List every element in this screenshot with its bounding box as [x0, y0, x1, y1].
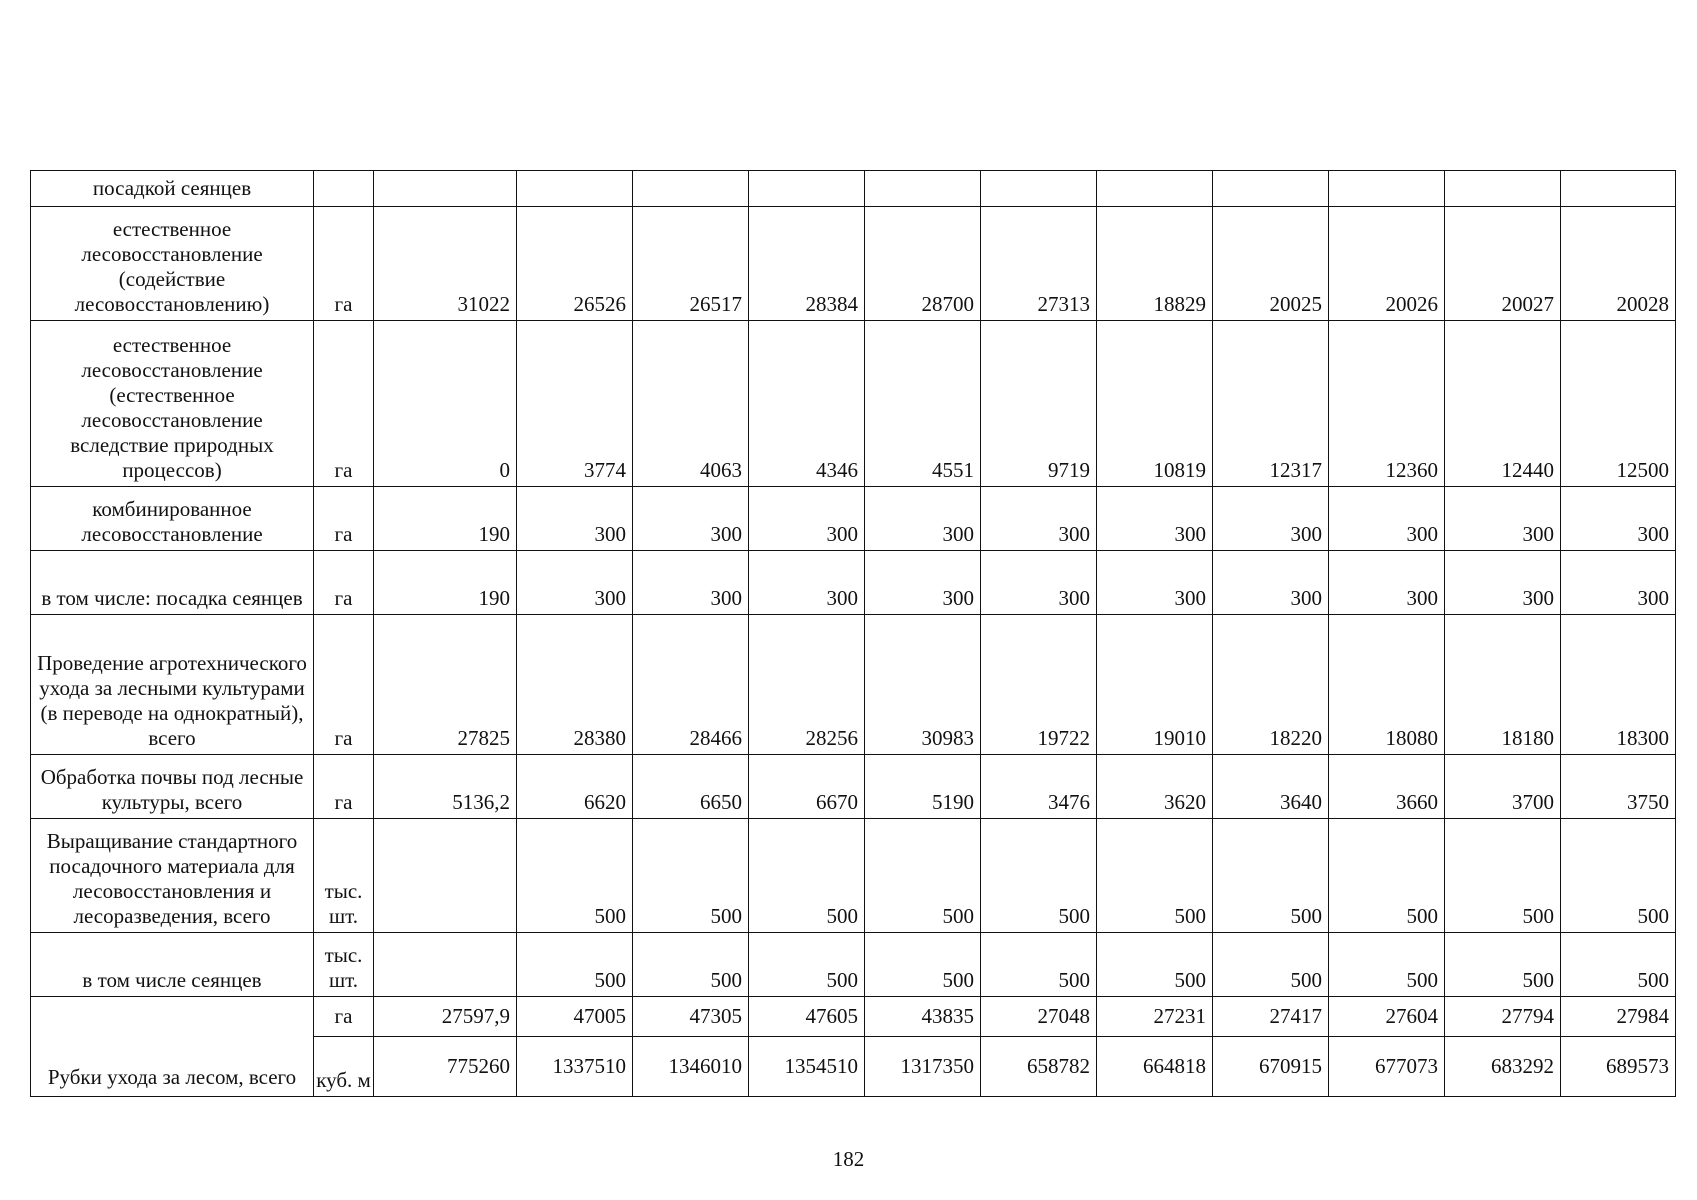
- row-unit: га: [314, 207, 374, 321]
- value-cell: 5136,2: [374, 755, 517, 819]
- value-cell: 30983: [865, 615, 981, 755]
- row-unit: тыс. шт.: [314, 819, 374, 933]
- value-cell: 300: [749, 551, 865, 615]
- value-cell: 28380: [517, 615, 633, 755]
- value-cell: 4551: [865, 321, 981, 487]
- value-cell: 26517: [633, 207, 749, 321]
- value-cell: 300: [981, 487, 1097, 551]
- row-unit: га: [314, 321, 374, 487]
- table-row: [31, 487, 1676, 551]
- value-cell: 12317: [1213, 321, 1329, 487]
- value-cell: 10819: [1097, 321, 1213, 487]
- value-cell: 300: [1561, 487, 1676, 551]
- value-cell: 20028: [1561, 207, 1676, 321]
- value-cell: 27597,9: [374, 997, 517, 1037]
- table-row: [31, 551, 1676, 615]
- row-label: естественное лесовосстановление (содействие лесовосстановлению): [31, 207, 314, 321]
- value-cell: 18180: [1445, 615, 1561, 755]
- value-cell: 300: [1097, 551, 1213, 615]
- value-cell: 775260: [374, 1037, 517, 1097]
- value-cell: 0: [374, 321, 517, 487]
- row-label: Проведение агротехнического ухода за лесными культурами (в переводе на однократный), всего: [31, 615, 314, 755]
- value-cell: 18300: [1561, 615, 1676, 755]
- value-cell: 500: [517, 933, 633, 997]
- value-cell: 31022: [374, 207, 517, 321]
- value-cell: 300: [633, 487, 749, 551]
- row-unit: га: [314, 487, 374, 551]
- row-unit: га: [314, 615, 374, 755]
- value-cell: 20025: [1213, 207, 1329, 321]
- value-cell: 19722: [981, 615, 1097, 755]
- row-unit: тыс. шт.: [314, 933, 374, 997]
- value-cell: 677073: [1329, 1037, 1445, 1097]
- value-cell: 500: [749, 819, 865, 933]
- value-cell: 670915: [1213, 1037, 1329, 1097]
- value-cell: [1213, 171, 1329, 207]
- value-cell: 27313: [981, 207, 1097, 321]
- value-cell: [865, 171, 981, 207]
- value-cell: 3660: [1329, 755, 1445, 819]
- value-cell: [1561, 171, 1676, 207]
- row-unit: га: [314, 997, 374, 1037]
- value-cell: [1445, 171, 1561, 207]
- value-cell: [374, 171, 517, 207]
- value-cell: 300: [1445, 551, 1561, 615]
- row-label: посадкой сеянцев: [31, 171, 314, 207]
- value-cell: 1354510: [749, 1037, 865, 1097]
- value-cell: 27604: [1329, 997, 1445, 1037]
- value-cell: 6620: [517, 755, 633, 819]
- value-cell: 27984: [1561, 997, 1676, 1037]
- table-row: [31, 207, 1676, 321]
- table-row: [31, 933, 1676, 997]
- table-body: [31, 171, 1676, 1097]
- value-cell: [633, 171, 749, 207]
- value-cell: 27417: [1213, 997, 1329, 1037]
- value-cell: 500: [517, 819, 633, 933]
- value-cell: 500: [1213, 819, 1329, 933]
- value-cell: 18080: [1329, 615, 1445, 755]
- value-cell: 3476: [981, 755, 1097, 819]
- forest-restoration-table: [30, 170, 1676, 1097]
- value-cell: 6670: [749, 755, 865, 819]
- value-cell: 500: [981, 933, 1097, 997]
- value-cell: 28466: [633, 615, 749, 755]
- row-unit: га: [314, 551, 374, 615]
- value-cell: 300: [1213, 487, 1329, 551]
- value-cell: 12360: [1329, 321, 1445, 487]
- value-cell: 500: [1213, 933, 1329, 997]
- value-cell: 18220: [1213, 615, 1329, 755]
- value-cell: 6650: [633, 755, 749, 819]
- value-cell: 500: [633, 819, 749, 933]
- value-cell: 300: [633, 551, 749, 615]
- value-cell: 19010: [1097, 615, 1213, 755]
- value-cell: 28256: [749, 615, 865, 755]
- value-cell: 43835: [865, 997, 981, 1037]
- value-cell: [374, 819, 517, 933]
- value-cell: 500: [981, 819, 1097, 933]
- row-label: комбинированное лесовосстановление: [31, 487, 314, 551]
- value-cell: 28384: [749, 207, 865, 321]
- row-label: в том числе сеянцев: [31, 933, 314, 997]
- value-cell: 3750: [1561, 755, 1676, 819]
- value-cell: 300: [1329, 487, 1445, 551]
- value-cell: 27825: [374, 615, 517, 755]
- value-cell: 500: [865, 819, 981, 933]
- value-cell: [1329, 171, 1445, 207]
- value-cell: 27048: [981, 997, 1097, 1037]
- table-row: [31, 755, 1676, 819]
- value-cell: 12500: [1561, 321, 1676, 487]
- value-cell: 190: [374, 487, 517, 551]
- value-cell: 300: [865, 487, 981, 551]
- row-label: Рубки ухода за лесом, всего: [31, 997, 314, 1097]
- value-cell: 1346010: [633, 1037, 749, 1097]
- value-cell: 689573: [1561, 1037, 1676, 1097]
- value-cell: 300: [517, 487, 633, 551]
- value-cell: 300: [749, 487, 865, 551]
- value-cell: [374, 933, 517, 997]
- value-cell: 3774: [517, 321, 633, 487]
- value-cell: 300: [1561, 551, 1676, 615]
- value-cell: 500: [1097, 819, 1213, 933]
- value-cell: 18829: [1097, 207, 1213, 321]
- value-cell: 658782: [981, 1037, 1097, 1097]
- table-row: [31, 615, 1676, 755]
- value-cell: 47005: [517, 997, 633, 1037]
- value-cell: 500: [1445, 819, 1561, 933]
- row-unit: куб. м: [314, 1037, 374, 1097]
- value-cell: 27231: [1097, 997, 1213, 1037]
- row-label: в том числе: посадка сеянцев: [31, 551, 314, 615]
- row-label: Обработка почвы под лесные культуры, всего: [31, 755, 314, 819]
- page-number: 182: [832, 1147, 865, 1171]
- row-label: естественное лесовосстановление (естественное лесовосстановление вследствие природных процессов): [31, 321, 314, 487]
- value-cell: 190: [374, 551, 517, 615]
- value-cell: 300: [1097, 487, 1213, 551]
- value-cell: 27794: [1445, 997, 1561, 1037]
- table-row: [31, 997, 1676, 1037]
- value-cell: 300: [1445, 487, 1561, 551]
- row-unit: га: [314, 755, 374, 819]
- row-unit: [314, 171, 374, 207]
- value-cell: 300: [1329, 551, 1445, 615]
- value-cell: 300: [1213, 551, 1329, 615]
- value-cell: 500: [749, 933, 865, 997]
- value-cell: 500: [1097, 933, 1213, 997]
- value-cell: 300: [517, 551, 633, 615]
- value-cell: [981, 171, 1097, 207]
- value-cell: 12440: [1445, 321, 1561, 487]
- value-cell: [749, 171, 865, 207]
- table-row: [31, 171, 1676, 207]
- value-cell: 500: [1561, 819, 1676, 933]
- value-cell: 500: [1445, 933, 1561, 997]
- value-cell: [1097, 171, 1213, 207]
- value-cell: 3700: [1445, 755, 1561, 819]
- value-cell: 26526: [517, 207, 633, 321]
- table-row: [31, 819, 1676, 933]
- value-cell: 500: [1329, 819, 1445, 933]
- value-cell: 20027: [1445, 207, 1561, 321]
- value-cell: 500: [633, 933, 749, 997]
- value-cell: 28700: [865, 207, 981, 321]
- value-cell: 9719: [981, 321, 1097, 487]
- value-cell: 47605: [749, 997, 865, 1037]
- value-cell: 47305: [633, 997, 749, 1037]
- value-cell: 1337510: [517, 1037, 633, 1097]
- value-cell: 664818: [1097, 1037, 1213, 1097]
- value-cell: 4063: [633, 321, 749, 487]
- value-cell: 3620: [1097, 755, 1213, 819]
- value-cell: [517, 171, 633, 207]
- value-cell: 500: [1561, 933, 1676, 997]
- value-cell: 4346: [749, 321, 865, 487]
- row-label: Выращивание стандартного посадочного материала для лесовосстановления и лесоразведения, всего: [31, 819, 314, 933]
- value-cell: 20026: [1329, 207, 1445, 321]
- value-cell: 500: [865, 933, 981, 997]
- value-cell: 1317350: [865, 1037, 981, 1097]
- value-cell: 5190: [865, 755, 981, 819]
- value-cell: 300: [981, 551, 1097, 615]
- value-cell: 500: [1329, 933, 1445, 997]
- table-row: [31, 321, 1676, 487]
- value-cell: 3640: [1213, 755, 1329, 819]
- value-cell: 683292: [1445, 1037, 1561, 1097]
- value-cell: 300: [865, 551, 981, 615]
